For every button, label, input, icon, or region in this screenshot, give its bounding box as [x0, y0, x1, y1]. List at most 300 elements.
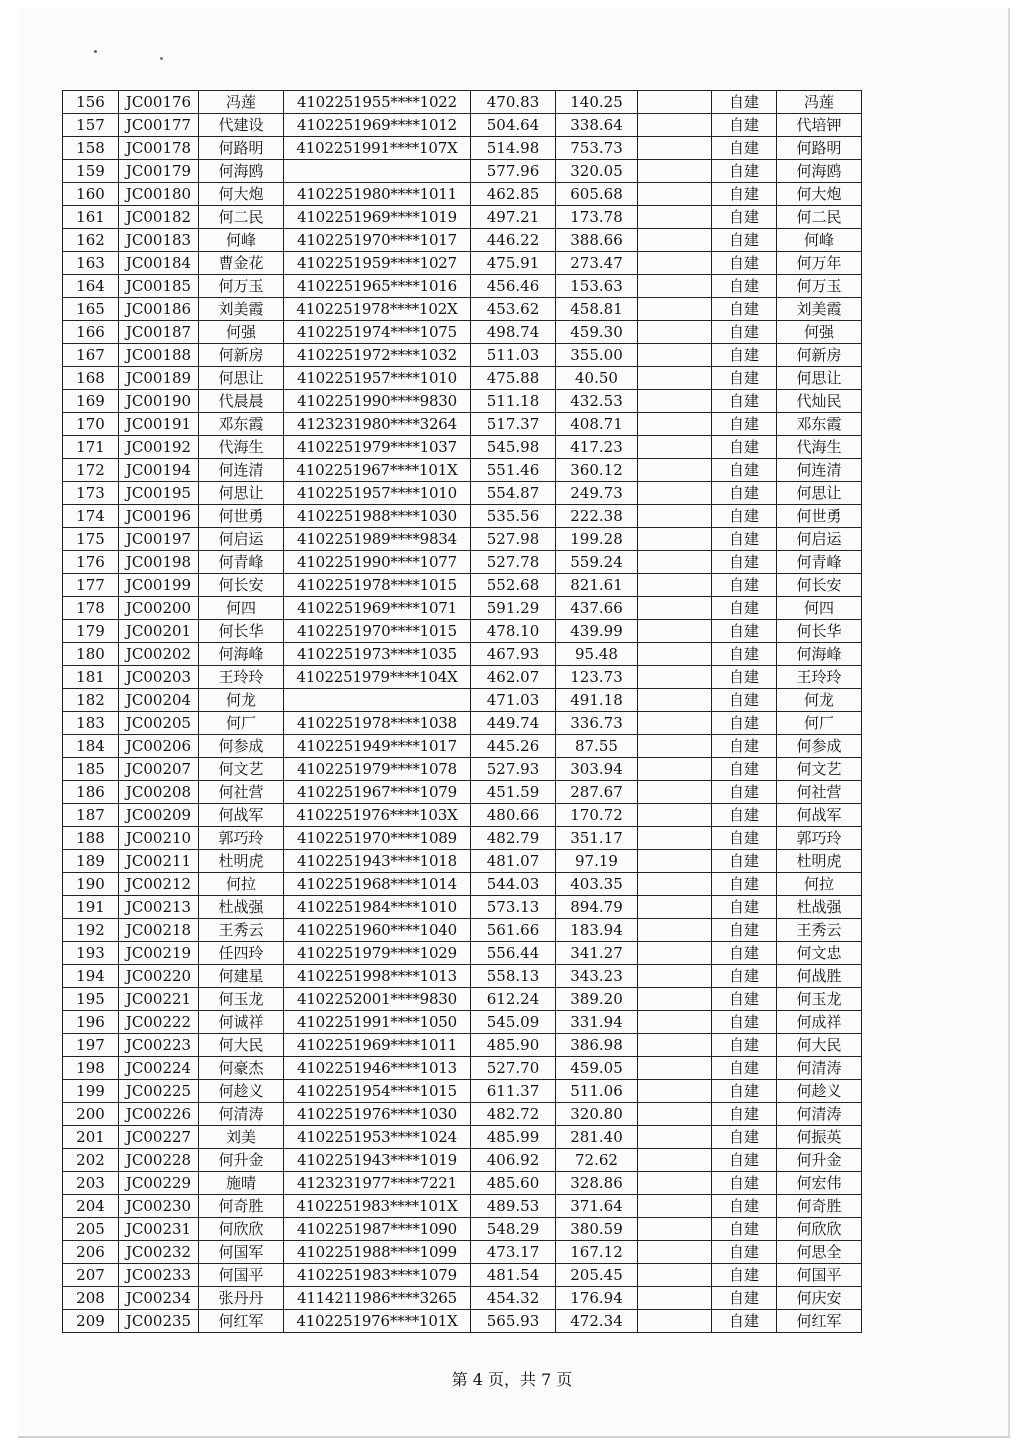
type-cell: 自建 — [712, 91, 777, 114]
name-cell: 何四 — [199, 597, 284, 620]
type-cell: 自建 — [712, 1080, 777, 1103]
owner-cell: 何强 — [777, 321, 862, 344]
owner-cell: 代灿民 — [777, 390, 862, 413]
code-cell: JC00205 — [119, 712, 199, 735]
type-cell: 自建 — [712, 160, 777, 183]
value-1-cell: 573.13 — [471, 896, 556, 919]
blank-cell — [638, 1310, 712, 1333]
blank-cell — [638, 436, 712, 459]
name-cell: 王玲玲 — [199, 666, 284, 689]
blank-cell — [638, 1126, 712, 1149]
seq-cell: 166 — [63, 321, 119, 344]
table-row — [63, 827, 862, 850]
name-cell: 何升金 — [199, 1149, 284, 1172]
name-cell: 何启运 — [199, 528, 284, 551]
seq-cell: 156 — [63, 91, 119, 114]
name-cell: 何长华 — [199, 620, 284, 643]
registry-table-body — [63, 91, 862, 1333]
table-row — [63, 1287, 862, 1310]
table-row — [63, 459, 862, 482]
id-number-cell: 4102251991****1050 — [284, 1011, 471, 1034]
code-cell: JC00228 — [119, 1149, 199, 1172]
table-row — [63, 804, 862, 827]
owner-cell: 何峰 — [777, 229, 862, 252]
value-1-cell: 591.29 — [471, 597, 556, 620]
code-cell: JC00198 — [119, 551, 199, 574]
value-2-cell: 167.12 — [556, 1241, 638, 1264]
owner-cell: 何思让 — [777, 482, 862, 505]
name-cell: 何二民 — [199, 206, 284, 229]
type-cell: 自建 — [712, 1172, 777, 1195]
blank-cell — [638, 666, 712, 689]
value-2-cell: 72.62 — [556, 1149, 638, 1172]
type-cell: 自建 — [712, 988, 777, 1011]
owner-cell: 何文艺 — [777, 758, 862, 781]
blank-cell — [638, 689, 712, 712]
type-cell: 自建 — [712, 344, 777, 367]
code-cell: JC00227 — [119, 1126, 199, 1149]
type-cell: 自建 — [712, 850, 777, 873]
seq-cell: 209 — [63, 1310, 119, 1333]
value-2-cell: 459.30 — [556, 321, 638, 344]
id-number-cell: 4102251990****1077 — [284, 551, 471, 574]
name-cell: 何拉 — [199, 873, 284, 896]
value-1-cell: 517.37 — [471, 413, 556, 436]
value-2-cell: 403.35 — [556, 873, 638, 896]
value-1-cell: 565.93 — [471, 1310, 556, 1333]
type-cell: 自建 — [712, 620, 777, 643]
name-cell: 曹金花 — [199, 252, 284, 275]
value-1-cell: 454.32 — [471, 1287, 556, 1310]
type-cell: 自建 — [712, 1218, 777, 1241]
value-1-cell: 449.74 — [471, 712, 556, 735]
blank-cell — [638, 574, 712, 597]
table-row — [63, 758, 862, 781]
value-1-cell: 475.91 — [471, 252, 556, 275]
seq-cell: 177 — [63, 574, 119, 597]
id-number-cell: 4102251970****1015 — [284, 620, 471, 643]
id-number-cell: 4102251979****1078 — [284, 758, 471, 781]
blank-cell — [638, 988, 712, 1011]
value-1-cell: 504.64 — [471, 114, 556, 137]
type-cell: 自建 — [712, 137, 777, 160]
id-number-cell: 4102251990****9830 — [284, 390, 471, 413]
value-1-cell: 552.68 — [471, 574, 556, 597]
name-cell: 何奇胜 — [199, 1195, 284, 1218]
value-1-cell: 556.44 — [471, 942, 556, 965]
value-2-cell: 371.64 — [556, 1195, 638, 1218]
id-number-cell: 4102251978****1038 — [284, 712, 471, 735]
blank-cell — [638, 1080, 712, 1103]
value-2-cell: 183.94 — [556, 919, 638, 942]
seq-cell: 184 — [63, 735, 119, 758]
blank-cell — [638, 804, 712, 827]
code-cell: JC00203 — [119, 666, 199, 689]
seq-cell: 161 — [63, 206, 119, 229]
seq-cell: 192 — [63, 919, 119, 942]
table-row — [63, 206, 862, 229]
blank-cell — [638, 367, 712, 390]
seq-cell: 200 — [63, 1103, 119, 1126]
code-cell: JC00207 — [119, 758, 199, 781]
value-1-cell: 545.09 — [471, 1011, 556, 1034]
type-cell: 自建 — [712, 298, 777, 321]
id-number-cell: 4102251969****1071 — [284, 597, 471, 620]
value-2-cell: 95.48 — [556, 643, 638, 666]
name-cell: 何玉龙 — [199, 988, 284, 1011]
type-cell: 自建 — [712, 712, 777, 735]
seq-cell: 198 — [63, 1057, 119, 1080]
blank-cell — [638, 1241, 712, 1264]
value-1-cell: 473.17 — [471, 1241, 556, 1264]
value-1-cell: 456.46 — [471, 275, 556, 298]
table-row — [63, 896, 862, 919]
id-number-cell: 4102251957****1010 — [284, 482, 471, 505]
id-number-cell: 4102251980****1011 — [284, 183, 471, 206]
value-2-cell: 87.55 — [556, 735, 638, 758]
id-number-cell: 4102251976****101X — [284, 1310, 471, 1333]
table-row — [63, 781, 862, 804]
type-cell: 自建 — [712, 528, 777, 551]
type-cell: 自建 — [712, 758, 777, 781]
value-1-cell: 485.90 — [471, 1034, 556, 1057]
name-cell: 任四玲 — [199, 942, 284, 965]
value-2-cell: 222.38 — [556, 505, 638, 528]
id-number-cell: 4102251943****1018 — [284, 850, 471, 873]
name-cell: 代海生 — [199, 436, 284, 459]
value-2-cell: 380.59 — [556, 1218, 638, 1241]
seq-cell: 179 — [63, 620, 119, 643]
seq-cell: 175 — [63, 528, 119, 551]
value-1-cell: 481.54 — [471, 1264, 556, 1287]
value-2-cell: 320.05 — [556, 160, 638, 183]
value-2-cell: 821.61 — [556, 574, 638, 597]
table-row — [63, 942, 862, 965]
code-cell: JC00219 — [119, 942, 199, 965]
value-2-cell: 153.63 — [556, 275, 638, 298]
type-cell: 自建 — [712, 1241, 777, 1264]
blank-cell — [638, 528, 712, 551]
table-row — [63, 574, 862, 597]
code-cell: JC00187 — [119, 321, 199, 344]
owner-cell: 何国平 — [777, 1264, 862, 1287]
value-1-cell: 482.72 — [471, 1103, 556, 1126]
code-cell: JC00192 — [119, 436, 199, 459]
code-cell: JC00196 — [119, 505, 199, 528]
name-cell: 何峰 — [199, 229, 284, 252]
type-cell: 自建 — [712, 367, 777, 390]
owner-cell: 何长安 — [777, 574, 862, 597]
name-cell: 何趁义 — [199, 1080, 284, 1103]
registry-table — [62, 90, 862, 1333]
type-cell: 自建 — [712, 827, 777, 850]
value-2-cell: 389.20 — [556, 988, 638, 1011]
type-cell: 自建 — [712, 1287, 777, 1310]
blank-cell — [638, 827, 712, 850]
owner-cell: 何连清 — [777, 459, 862, 482]
code-cell: JC00222 — [119, 1011, 199, 1034]
blank-cell — [638, 1172, 712, 1195]
table-row — [63, 1103, 862, 1126]
id-number-cell: 4102251979****1037 — [284, 436, 471, 459]
type-cell: 自建 — [712, 183, 777, 206]
table-row — [63, 735, 862, 758]
owner-cell: 何世勇 — [777, 505, 862, 528]
name-cell: 何连清 — [199, 459, 284, 482]
type-cell: 自建 — [712, 597, 777, 620]
code-cell: JC00180 — [119, 183, 199, 206]
table-row — [63, 873, 862, 896]
value-2-cell: 341.27 — [556, 942, 638, 965]
value-1-cell: 467.93 — [471, 643, 556, 666]
table-row — [63, 298, 862, 321]
page-footer: 第 4 页，共 7 页 — [451, 1370, 573, 1389]
seq-cell: 181 — [63, 666, 119, 689]
code-cell: JC00201 — [119, 620, 199, 643]
value-2-cell: 753.73 — [556, 137, 638, 160]
code-cell: JC00225 — [119, 1080, 199, 1103]
code-cell: JC00191 — [119, 413, 199, 436]
code-cell: JC00223 — [119, 1034, 199, 1057]
name-cell: 何大炮 — [199, 183, 284, 206]
blank-cell — [638, 160, 712, 183]
type-cell: 自建 — [712, 574, 777, 597]
type-cell: 自建 — [712, 252, 777, 275]
table-row — [63, 252, 862, 275]
value-2-cell: 205.45 — [556, 1264, 638, 1287]
value-1-cell: 511.18 — [471, 390, 556, 413]
value-2-cell: 432.53 — [556, 390, 638, 413]
name-cell: 何诚祥 — [199, 1011, 284, 1034]
type-cell: 自建 — [712, 1195, 777, 1218]
blank-cell — [638, 758, 712, 781]
table-row — [63, 183, 862, 206]
owner-cell: 邓东霞 — [777, 413, 862, 436]
name-cell: 何世勇 — [199, 505, 284, 528]
type-cell: 自建 — [712, 1034, 777, 1057]
blank-cell — [638, 1218, 712, 1241]
seq-cell: 176 — [63, 551, 119, 574]
table-row — [63, 436, 862, 459]
id-number-cell: 4102251968****1014 — [284, 873, 471, 896]
blank-cell — [638, 620, 712, 643]
id-number-cell: 4102251991****107X — [284, 137, 471, 160]
owner-cell: 何二民 — [777, 206, 862, 229]
value-1-cell: 480.66 — [471, 804, 556, 827]
name-cell: 何长安 — [199, 574, 284, 597]
table-row — [63, 321, 862, 344]
value-1-cell: 527.93 — [471, 758, 556, 781]
code-cell: JC00226 — [119, 1103, 199, 1126]
owner-cell: 何万年 — [777, 252, 862, 275]
blank-cell — [638, 114, 712, 137]
table-row — [63, 919, 862, 942]
id-number-cell — [284, 689, 471, 712]
table-row — [63, 1195, 862, 1218]
seq-cell: 202 — [63, 1149, 119, 1172]
owner-cell: 何大民 — [777, 1034, 862, 1057]
value-2-cell: 287.67 — [556, 781, 638, 804]
seq-cell: 207 — [63, 1264, 119, 1287]
code-cell: JC00190 — [119, 390, 199, 413]
table-row — [63, 551, 862, 574]
name-cell: 何清涛 — [199, 1103, 284, 1126]
value-2-cell: 351.17 — [556, 827, 638, 850]
table-row — [63, 620, 862, 643]
seq-cell: 170 — [63, 413, 119, 436]
value-1-cell: 462.85 — [471, 183, 556, 206]
type-cell: 自建 — [712, 1149, 777, 1172]
blank-cell — [638, 873, 712, 896]
owner-cell: 何四 — [777, 597, 862, 620]
id-number-cell: 4102251989****9834 — [284, 528, 471, 551]
seq-cell: 167 — [63, 344, 119, 367]
value-1-cell: 406.92 — [471, 1149, 556, 1172]
code-cell: JC00235 — [119, 1310, 199, 1333]
id-number-cell: 4102251969****1011 — [284, 1034, 471, 1057]
table-row — [63, 413, 862, 436]
seq-cell: 186 — [63, 781, 119, 804]
value-2-cell: 437.66 — [556, 597, 638, 620]
table-row — [63, 528, 862, 551]
owner-cell: 代海生 — [777, 436, 862, 459]
value-2-cell: 388.66 — [556, 229, 638, 252]
owner-cell: 何红军 — [777, 1310, 862, 1333]
seq-cell: 157 — [63, 114, 119, 137]
type-cell: 自建 — [712, 1264, 777, 1287]
blank-cell — [638, 1103, 712, 1126]
name-cell: 刘美霞 — [199, 298, 284, 321]
value-1-cell: 445.26 — [471, 735, 556, 758]
owner-cell: 郭巧玲 — [777, 827, 862, 850]
value-2-cell: 123.73 — [556, 666, 638, 689]
code-cell: JC00183 — [119, 229, 199, 252]
name-cell: 何参成 — [199, 735, 284, 758]
owner-cell: 何振英 — [777, 1126, 862, 1149]
owner-cell: 何庆安 — [777, 1287, 862, 1310]
seq-cell: 163 — [63, 252, 119, 275]
value-2-cell: 199.28 — [556, 528, 638, 551]
value-2-cell: 894.79 — [556, 896, 638, 919]
seq-cell: 203 — [63, 1172, 119, 1195]
code-cell: JC00182 — [119, 206, 199, 229]
seq-cell: 204 — [63, 1195, 119, 1218]
value-1-cell: 497.21 — [471, 206, 556, 229]
value-2-cell: 97.19 — [556, 850, 638, 873]
seq-cell: 185 — [63, 758, 119, 781]
name-cell: 王秀云 — [199, 919, 284, 942]
seq-cell: 196 — [63, 1011, 119, 1034]
seq-cell: 178 — [63, 597, 119, 620]
seq-cell: 183 — [63, 712, 119, 735]
code-cell: JC00212 — [119, 873, 199, 896]
value-2-cell: 273.47 — [556, 252, 638, 275]
id-number-cell: 4102251972****1032 — [284, 344, 471, 367]
name-cell: 何红军 — [199, 1310, 284, 1333]
value-2-cell: 336.73 — [556, 712, 638, 735]
table-row — [63, 1126, 862, 1149]
id-number-cell: 4102251998****1013 — [284, 965, 471, 988]
table-row — [63, 1264, 862, 1287]
blank-cell — [638, 91, 712, 114]
seq-cell: 165 — [63, 298, 119, 321]
type-cell: 自建 — [712, 965, 777, 988]
seq-cell: 206 — [63, 1241, 119, 1264]
code-cell: JC00186 — [119, 298, 199, 321]
type-cell: 自建 — [712, 1310, 777, 1333]
table-row — [63, 1149, 862, 1172]
value-2-cell: 491.18 — [556, 689, 638, 712]
code-cell: JC00220 — [119, 965, 199, 988]
value-1-cell: 558.13 — [471, 965, 556, 988]
table-row — [63, 344, 862, 367]
value-1-cell: 485.60 — [471, 1172, 556, 1195]
seq-cell: 172 — [63, 459, 119, 482]
value-1-cell: 527.98 — [471, 528, 556, 551]
value-1-cell: 485.99 — [471, 1126, 556, 1149]
name-cell: 杜战强 — [199, 896, 284, 919]
value-2-cell: 386.98 — [556, 1034, 638, 1057]
code-cell: JC00206 — [119, 735, 199, 758]
code-cell: JC00229 — [119, 1172, 199, 1195]
blank-cell — [638, 482, 712, 505]
value-1-cell: 471.03 — [471, 689, 556, 712]
name-cell: 何海鸥 — [199, 160, 284, 183]
table-row — [63, 666, 862, 689]
seq-cell: 182 — [63, 689, 119, 712]
value-1-cell: 561.66 — [471, 919, 556, 942]
code-cell: JC00176 — [119, 91, 199, 114]
table-row — [63, 988, 862, 1011]
seq-cell: 173 — [63, 482, 119, 505]
name-cell: 代晨晨 — [199, 390, 284, 413]
id-number-cell: 4123231980****3264 — [284, 413, 471, 436]
owner-cell: 王秀云 — [777, 919, 862, 942]
id-number-cell: 4102251988****1099 — [284, 1241, 471, 1264]
code-cell: JC00179 — [119, 160, 199, 183]
value-2-cell: 170.72 — [556, 804, 638, 827]
blank-cell — [638, 850, 712, 873]
owner-cell: 何宏伟 — [777, 1172, 862, 1195]
name-cell: 何欣欣 — [199, 1218, 284, 1241]
value-1-cell: 481.07 — [471, 850, 556, 873]
table-row — [63, 850, 862, 873]
id-number-cell: 4102251969****1019 — [284, 206, 471, 229]
id-number-cell: 4102251959****1027 — [284, 252, 471, 275]
type-cell: 自建 — [712, 459, 777, 482]
seq-cell: 199 — [63, 1080, 119, 1103]
owner-cell: 何参成 — [777, 735, 862, 758]
table-row — [63, 137, 862, 160]
type-cell: 自建 — [712, 229, 777, 252]
id-number-cell: 4102251967****101X — [284, 459, 471, 482]
seq-cell: 159 — [63, 160, 119, 183]
type-cell: 自建 — [712, 275, 777, 298]
blank-cell — [638, 1149, 712, 1172]
type-cell: 自建 — [712, 482, 777, 505]
blank-cell — [638, 919, 712, 942]
table-row — [63, 689, 862, 712]
seq-cell: 169 — [63, 390, 119, 413]
table-row — [63, 712, 862, 735]
name-cell: 郭巧玲 — [199, 827, 284, 850]
type-cell: 自建 — [712, 666, 777, 689]
value-1-cell: 453.62 — [471, 298, 556, 321]
id-number-cell: 4102251970****1089 — [284, 827, 471, 850]
id-number-cell: 4102251965****1016 — [284, 275, 471, 298]
seq-cell: 187 — [63, 804, 119, 827]
blank-cell — [638, 321, 712, 344]
